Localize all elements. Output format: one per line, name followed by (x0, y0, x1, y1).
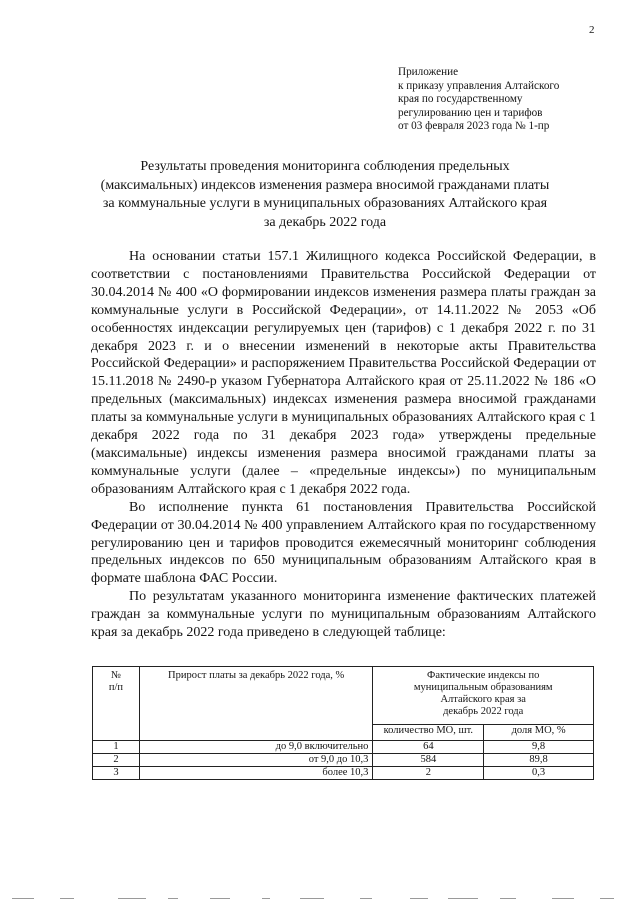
paragraph-legal-basis: На основании статьи 157.1 Жилищного кодекса Российской Федерации, в соответствии с постановлениями Правительства Российской Федерации от 30.04.2014 № 400 «О формировании индексов изменения размера платы граждан за коммунальные услуги в Российской Федерации», от 14.11.2022 № 2053 «Об особенностях индексации регулируемых цен (тарифов) с 1 декабря 2022 г. по 31 декабря 2023 г. и о внесении изменений в некоторые акты Правительства Российской Федерации» и распоряжением Правительства Российской Федерации от 15.11.2018 № 2490-р указом Губернатора Алтайского края от 25.11.2022 № 186 «О предельных (максимальных) индексах изменения размера вносимой гражданами платы за коммунальные услуги в муниципальных образованиях Алтайского края с 1 декабря 2022 года по 31 декабря 2023 года» утверждены предельные (максимальные) индексы изменения размера вносимой гражданами платы за коммунальные услуги (далее – «предельные индексы») по муниципальным образованиям Алтайского края с 1 декабря 2022 года. (91, 249, 596, 497)
annex-line: к приказу управления Алтайского (398, 79, 560, 92)
row-count: 64 (373, 741, 484, 754)
header-count: количество МО, шт. (373, 725, 484, 741)
paragraph-results-intro: По результатам указанного мониторинга изменение фактических платежей граждан за коммунальные услуги по муниципальным образованиям Алтайского края за декабрь 2022 года приведено в следующей таблице: (91, 589, 596, 641)
table-row (93, 754, 594, 767)
scan-noise-strip (0, 893, 640, 905)
annex-line: Приложение (398, 66, 459, 78)
row-share: 9,8 (484, 741, 594, 754)
paragraph-monitoring: Во исполнение пункта 61 постановления Правительства Российской Федерации от 30.04.2014 № 400 управлением Алтайского края по государственному регулированию цен и тарифов проводится ежемесячный мониторинг соблюдения предельных индексов по 650 муниципальным образованиям Алтайского края в формате шаблона ФАС России. (91, 499, 596, 587)
header-index: № п/п (93, 667, 140, 741)
row-range: от 9,0 до 10,3 (139, 754, 373, 767)
header-actual-indices: Фактические индексы по муниципальным образованиям Алтайского края за декабрь 2022 года (373, 667, 594, 725)
title-line: Результаты проведения мониторинга соблюдения предельных (140, 159, 510, 174)
results-table (92, 666, 594, 780)
row-index: 1 (93, 741, 140, 754)
title-line: (максимальных) индексов изменения размера вносимой гражданами платы (100, 177, 550, 193)
annex-line: от 03 февраля 2023 года № 1-пр (398, 120, 550, 133)
title-line: за коммунальные услуги в муниципальных образованиях Алтайского края (102, 196, 548, 211)
row-count: 584 (373, 754, 484, 767)
title-line: за декабрь 2022 года (263, 214, 387, 230)
table-row (93, 741, 594, 754)
row-count: 2 (373, 767, 484, 780)
row-range: более 10,3 (139, 767, 373, 780)
header-growth: Прирост платы за декабрь 2022 года, % (139, 667, 373, 741)
page-number: 2 (589, 24, 595, 36)
row-index: 3 (93, 767, 140, 780)
table-header-row (93, 667, 594, 725)
row-range: до 9,0 включительно (139, 741, 373, 754)
document-title (80, 158, 570, 232)
row-share: 89,8 (484, 754, 594, 767)
row-index: 2 (93, 754, 140, 767)
body-text (91, 248, 596, 642)
row-share: 0,3 (484, 767, 594, 780)
table-row (93, 767, 594, 780)
annex-line: регулированию цен и тарифов (398, 106, 543, 119)
annex-line: края по государственному (398, 93, 523, 106)
annex-block (398, 66, 598, 134)
header-share: доля МО, % (484, 725, 594, 741)
